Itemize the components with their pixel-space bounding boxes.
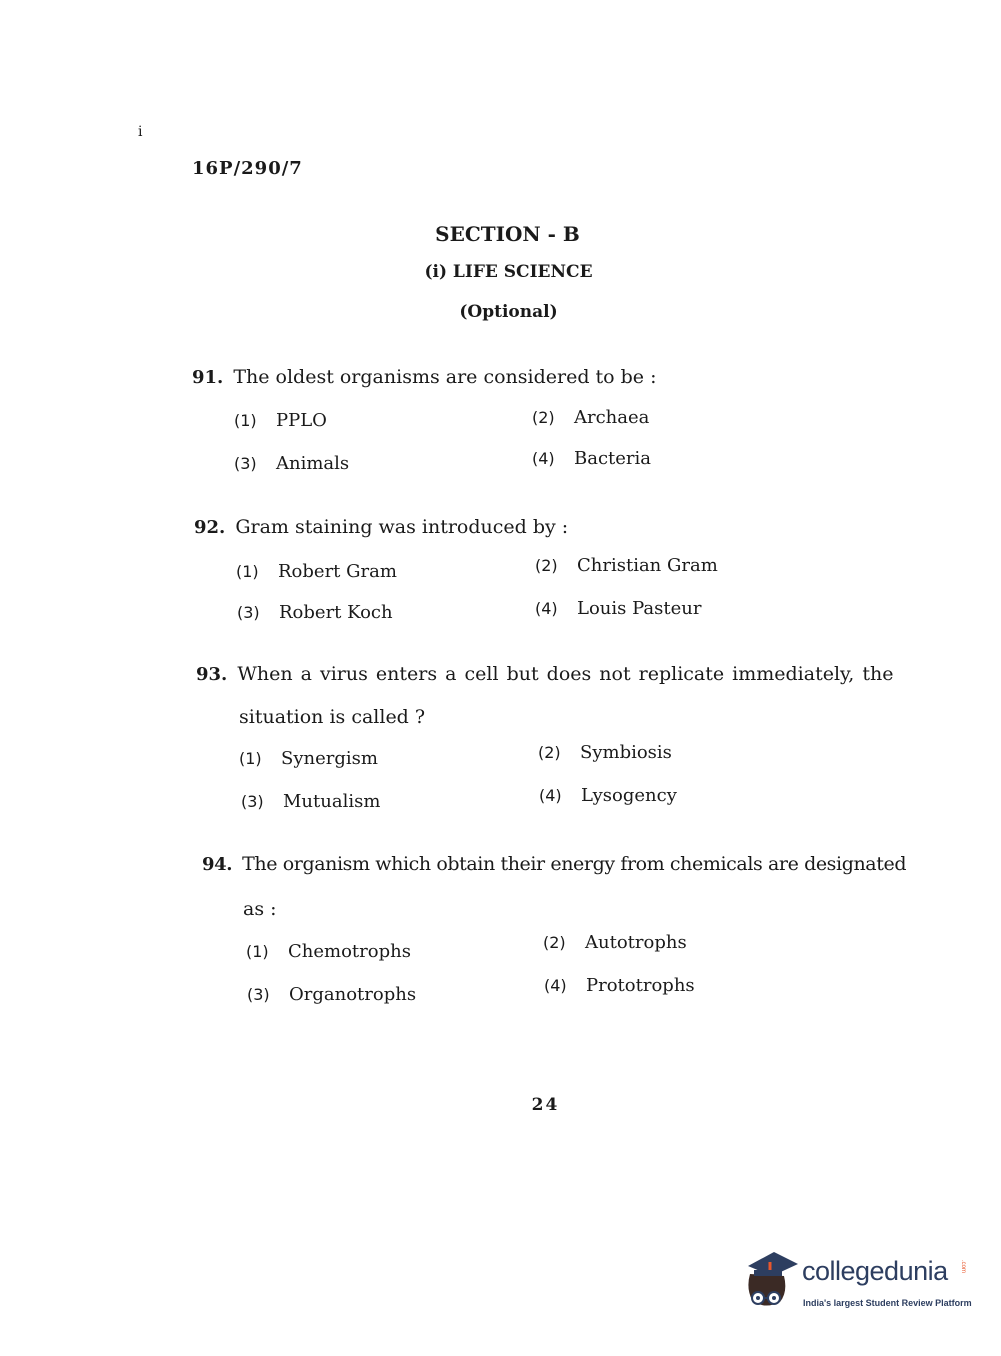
option-92-4[interactable]: (4) Louis Pasteur <box>535 598 702 619</box>
option-94-2[interactable]: (2) Autotrophs <box>543 932 687 953</box>
option-91-2[interactable]: (2) Archaea <box>532 407 650 428</box>
option-93-3[interactable]: (3) Mutualism <box>241 791 381 812</box>
question-text: The organism which obtain their energy from chemicals are designated <box>242 853 907 875</box>
option-92-1[interactable]: (1) Robert Gram <box>236 561 397 582</box>
question-92 <box>194 516 568 538</box>
section-title: SECTION - B <box>435 222 580 246</box>
collegedunia-logo <box>740 1248 980 1318</box>
section-note: (Optional) <box>459 302 558 322</box>
page-number: 24 <box>531 1095 560 1115</box>
question-94 <box>202 853 906 875</box>
paper-code: 16P/290/7 <box>192 158 303 179</box>
section-subtitle: (i) LIFE SCIENCE <box>424 262 593 282</box>
question-94-cont: as : <box>243 898 277 920</box>
option-92-2[interactable]: (2) Christian Gram <box>535 555 718 576</box>
option-93-4[interactable]: (4) Lysogency <box>539 785 677 806</box>
option-93-1[interactable]: (1) Synergism <box>239 748 378 769</box>
question-number: 92. <box>194 517 226 538</box>
question-93 <box>196 663 893 685</box>
option-94-4[interactable]: (4) Prototrophs <box>544 975 695 996</box>
margin-mark: i <box>138 124 143 140</box>
question-number: 93. <box>196 664 228 685</box>
question-text: When a virus enters a cell but does not replicate immediately, the <box>237 663 894 685</box>
option-94-3[interactable]: (3) Organotrophs <box>247 984 417 1005</box>
question-text: Gram staining was introduced by : <box>235 516 569 538</box>
logo-tagline: India's largest Student Review Platform <box>803 1298 972 1308</box>
logo-brand: collegedunia <box>802 1256 948 1286</box>
option-91-4[interactable]: (4) Bacteria <box>532 448 652 469</box>
question-93-cont: situation is called ? <box>239 706 426 728</box>
mascot-icon <box>740 1248 800 1312</box>
option-94-1[interactable]: (1) Chemotrophs <box>246 941 411 962</box>
logo-suffix: .com <box>960 1260 966 1274</box>
option-91-3[interactable]: (3) Animals <box>234 453 350 474</box>
question-number: 91. <box>192 367 224 388</box>
question-text: The oldest organisms are considered to be : <box>233 366 657 388</box>
option-91-1[interactable]: (1) PPLO <box>234 410 327 431</box>
option-92-3[interactable]: (3) Robert Koch <box>237 602 393 623</box>
option-93-2[interactable]: (2) Symbiosis <box>538 742 672 763</box>
question-91 <box>192 366 657 388</box>
question-number: 94. <box>202 854 233 875</box>
